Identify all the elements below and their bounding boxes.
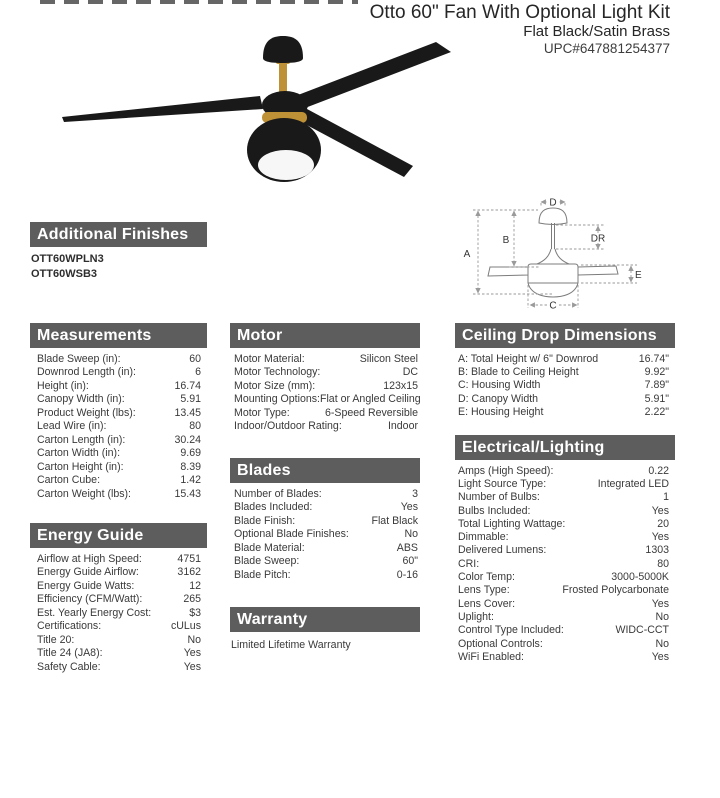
- spec-value: 1303: [645, 544, 669, 557]
- spec-value: No: [404, 528, 418, 541]
- spec-row: [455, 637, 675, 650]
- finish-list: [30, 252, 207, 282]
- spec-row: [30, 406, 207, 420]
- spec-label: D: Canopy Width: [458, 392, 539, 405]
- spec-value: 60": [402, 555, 418, 568]
- dim-label-e: E: [635, 270, 642, 281]
- section-header: Additional Finishes: [30, 222, 207, 247]
- spec-row: [30, 447, 207, 461]
- spec-row: [455, 570, 675, 583]
- spec-label: Lead Wire (in):: [37, 420, 107, 433]
- fan-blade-left: [62, 96, 263, 122]
- spec-value: 16.74": [638, 352, 669, 365]
- spec-label: Uplight:: [458, 610, 494, 623]
- spec-value: cULus: [170, 620, 201, 633]
- spec-row: [455, 624, 675, 637]
- spec-label: Optional Blade Finishes:: [234, 528, 349, 541]
- spec-value: 80: [657, 557, 669, 570]
- spec-row: [230, 406, 420, 420]
- fan-light-diffuser: [258, 150, 314, 180]
- spec-label: Motor Size (mm):: [234, 379, 316, 392]
- spec-label: Carton Length (in):: [37, 433, 126, 446]
- spec-row: [230, 541, 420, 555]
- spec-row: [30, 647, 207, 661]
- finish-subtitle: Flat Black/Satin Brass: [523, 23, 670, 40]
- spec-row: [455, 557, 675, 570]
- diagram-housing-dome: [528, 283, 578, 297]
- spec-value: 3162: [177, 566, 201, 579]
- spec-label: Airflow at High Speed:: [37, 552, 142, 565]
- spec-row: [30, 352, 207, 366]
- spec-value: 6-Speed Reversible: [324, 406, 418, 419]
- section-header: Energy Guide: [30, 523, 207, 548]
- spec-value: 4751: [177, 552, 201, 565]
- spec-value: 30.24: [174, 433, 201, 446]
- spec-row: [230, 501, 420, 515]
- spec-value: 0-16: [396, 568, 418, 581]
- spec-value: 5.91: [180, 393, 201, 406]
- spec-row: [30, 633, 207, 647]
- spec-label: Carton Width (in):: [37, 447, 121, 460]
- spec-label: Carton Weight (lbs):: [37, 487, 132, 500]
- spec-label: Number of Blades:: [234, 487, 322, 500]
- spec-row: [30, 460, 207, 474]
- spec-value: Yes: [400, 501, 418, 514]
- spec-label: Blades Included:: [234, 501, 313, 514]
- page-title: Otto 60" Fan With Optional Light Kit: [369, 2, 670, 23]
- spec-row: [30, 552, 207, 566]
- spec-value: 9.69: [180, 447, 201, 460]
- spec-value: 13.45: [174, 406, 201, 419]
- ceiling-drop-rows: [455, 352, 675, 418]
- spec-row: [30, 660, 207, 674]
- spec-row: [455, 379, 675, 392]
- spec-label: Blade Sweep:: [234, 555, 300, 568]
- spec-value: Silicon Steel: [359, 352, 418, 365]
- spec-value: 80: [189, 420, 201, 433]
- spec-label: Indoor/Outdoor Rating:: [234, 420, 342, 433]
- spec-label: Certifications:: [37, 620, 102, 633]
- spec-row: [30, 393, 207, 407]
- upc-code: UPC#647881254377: [543, 41, 670, 56]
- spec-value: 265: [183, 593, 201, 606]
- spec-label: Carton Height (in):: [37, 460, 124, 473]
- measurements-rows: [30, 352, 207, 501]
- spec-value: Yes: [651, 650, 669, 663]
- spec-label: C: Housing Width: [458, 379, 541, 392]
- diagram-motor-bell: [537, 249, 569, 264]
- spec-label: Mounting Options:: [234, 393, 320, 406]
- spec-value: Yes: [183, 647, 201, 660]
- spec-row: [30, 593, 207, 607]
- spec-label: Dimmable:: [458, 531, 509, 544]
- spec-label: WiFi Enabled:: [458, 650, 524, 663]
- spec-value: Frosted Polycarbonate: [562, 584, 669, 597]
- spec-label: Motor Technology:: [234, 366, 321, 379]
- spec-row: [455, 544, 675, 557]
- spec-value: Yes: [651, 597, 669, 610]
- section-header: Blades: [230, 458, 420, 483]
- spec-value: Integrated LED: [597, 477, 669, 490]
- spec-label: Downrod Length (in):: [37, 366, 136, 379]
- spec-value: 3: [412, 487, 418, 500]
- spec-value: No: [655, 610, 669, 623]
- cropped-logo-strip: [40, 0, 358, 4]
- spec-row: [230, 393, 420, 407]
- spec-value: 8.39: [180, 460, 201, 473]
- section-header: Motor: [230, 323, 420, 348]
- spec-label: B: Blade to Ceiling Height: [458, 365, 579, 378]
- spec-value: 16.74: [174, 379, 201, 392]
- spec-value: WIDC-CCT: [615, 624, 669, 637]
- dim-label-d: D: [549, 197, 557, 209]
- spec-row: [230, 366, 420, 380]
- spec-row: [30, 579, 207, 593]
- spec-label: Optional Controls:: [458, 637, 543, 650]
- spec-label: Height (in):: [37, 379, 89, 392]
- spec-value: 2.22": [644, 405, 669, 418]
- section-electrical-lighting: [455, 435, 675, 663]
- spec-row: [455, 365, 675, 378]
- dim-label-c: C: [549, 300, 557, 312]
- spec-row: [30, 366, 207, 380]
- spec-value: 9.92": [644, 365, 669, 378]
- section-additional-finishes: [30, 222, 207, 282]
- spec-row: [30, 606, 207, 620]
- spec-label: Total Lighting Wattage:: [458, 517, 566, 530]
- diagram-blade-right: [578, 266, 618, 275]
- spec-label: Delivered Lumens:: [458, 544, 547, 557]
- spec-value: Flat or Angled Ceiling: [319, 393, 421, 406]
- spec-row: [30, 433, 207, 447]
- spec-row: [30, 620, 207, 634]
- spec-value: 15.43: [174, 487, 201, 500]
- spec-value: Yes: [183, 660, 201, 673]
- spec-value: 1: [663, 491, 669, 504]
- spec-row: [455, 597, 675, 610]
- spec-label: Carton Cube:: [37, 474, 101, 487]
- dim-label-b: B: [502, 235, 510, 246]
- finish-sku: OTT60WPLN3: [31, 253, 104, 265]
- spec-value: DC: [402, 366, 418, 379]
- spec-row: [455, 405, 675, 418]
- spec-label: Color Temp:: [458, 571, 515, 584]
- spec-label: Energy Guide Watts:: [37, 579, 135, 592]
- spec-row: [230, 352, 420, 366]
- section-ceiling-drop-dimensions: [455, 323, 675, 418]
- spec-row: [230, 420, 420, 434]
- spec-row: [30, 474, 207, 488]
- spec-label: Energy Guide Airflow:: [37, 566, 139, 579]
- section-warranty: [230, 607, 420, 651]
- spec-value: 3000-5000K: [611, 571, 669, 584]
- section-header: Electrical/Lighting: [455, 435, 675, 460]
- spec-row: [30, 487, 207, 501]
- spec-value: No: [187, 633, 201, 646]
- warranty-text: Limited Lifetime Warranty: [231, 639, 351, 651]
- spec-label: Safety Cable:: [37, 660, 101, 673]
- spec-label: Blade Sweep (in):: [37, 352, 121, 365]
- spec-value: ABS: [396, 541, 418, 554]
- section-blades: [230, 458, 420, 582]
- spec-label: Amps (High Speed):: [458, 464, 554, 477]
- spec-value: Yes: [651, 531, 669, 544]
- spec-row: [230, 528, 420, 542]
- spec-row: [455, 392, 675, 405]
- spec-row: [455, 584, 675, 597]
- spec-label: CRI:: [458, 557, 480, 570]
- spec-label: Control Type Included:: [458, 624, 564, 637]
- spec-value: 5.91": [644, 392, 669, 405]
- spec-label: Title 24 (JA8):: [37, 647, 103, 660]
- diagram-blade-left: [488, 267, 528, 276]
- spec-row: [230, 555, 420, 569]
- spec-value: 123x15: [383, 379, 418, 392]
- diagram-downrod: [552, 223, 555, 249]
- spec-value: Indoor: [387, 420, 418, 433]
- spec-label: Lens Cover:: [458, 597, 516, 610]
- energy-guide-rows: [30, 552, 207, 674]
- spec-row: [30, 379, 207, 393]
- spec-row: [230, 379, 420, 393]
- section-header: Measurements: [30, 323, 207, 348]
- spec-value: 7.89": [644, 379, 669, 392]
- spec-label: Est. Yearly Energy Cost:: [37, 606, 152, 619]
- spec-label: Lens Type:: [458, 584, 510, 597]
- blades-rows: [230, 487, 420, 582]
- spec-row: [455, 517, 675, 530]
- spec-row: [230, 568, 420, 582]
- section-header: Ceiling Drop Dimensions: [455, 323, 675, 348]
- spec-row: [455, 610, 675, 623]
- spec-row: [455, 352, 675, 365]
- spec-row: [455, 504, 675, 517]
- spec-label: Motor Material:: [234, 352, 305, 365]
- spec-row: [455, 477, 675, 490]
- fan-blade-upper-right: [298, 42, 451, 108]
- spec-label: A: Total Height w/ 6" Downrod: [458, 352, 599, 365]
- spec-value: 0.22: [648, 464, 669, 477]
- spec-label: Blade Pitch:: [234, 568, 291, 581]
- spec-label: Efficiency (CFM/Watt):: [37, 593, 143, 606]
- spec-value: Flat Black: [371, 514, 418, 527]
- spec-label: Product Weight (lbs):: [37, 406, 136, 419]
- section-motor: [230, 323, 420, 433]
- spec-value: 1.42: [180, 474, 201, 487]
- dim-label-dr: DR: [590, 233, 606, 245]
- spec-label: Blade Material:: [234, 541, 305, 554]
- spec-label: Motor Type:: [234, 406, 290, 419]
- dimension-diagram: [455, 186, 715, 316]
- spec-label: E: Housing Height: [458, 405, 544, 418]
- spec-label: Bulbs Included:: [458, 504, 531, 517]
- spec-label: Blade Finish:: [234, 514, 296, 527]
- spec-value: Yes: [651, 504, 669, 517]
- spec-value: 6: [195, 366, 201, 379]
- spec-label: Light Source Type:: [458, 477, 547, 490]
- spec-row: [455, 530, 675, 543]
- spec-value: 20: [657, 517, 669, 530]
- spec-label: Canopy Width (in):: [37, 393, 125, 406]
- spec-row: [230, 487, 420, 501]
- finish-sku: OTT60WSB3: [31, 268, 98, 280]
- spec-label: Number of Bulbs:: [458, 491, 540, 504]
- dim-label-a: A: [463, 249, 471, 260]
- spec-label: Title 20:: [37, 633, 75, 646]
- section-header: Warranty: [230, 607, 420, 632]
- fan-canopy: [263, 36, 303, 63]
- diagram-canopy: [539, 208, 567, 225]
- diagram-housing: [528, 264, 578, 283]
- spec-value: 12: [189, 579, 201, 592]
- spec-value: 60: [189, 352, 201, 365]
- spec-value: $3: [189, 606, 201, 619]
- spec-row: [30, 420, 207, 434]
- spec-value: No: [655, 637, 669, 650]
- motor-rows: [230, 352, 420, 433]
- electrical-rows: [455, 464, 675, 663]
- section-energy-guide: [30, 523, 207, 674]
- section-measurements: [30, 323, 207, 501]
- spec-row: [455, 491, 675, 504]
- spec-row: [230, 514, 420, 528]
- spec-row: [455, 650, 675, 663]
- spec-row: [30, 566, 207, 580]
- fan-product-image: [55, 25, 465, 205]
- spec-row: [455, 464, 675, 477]
